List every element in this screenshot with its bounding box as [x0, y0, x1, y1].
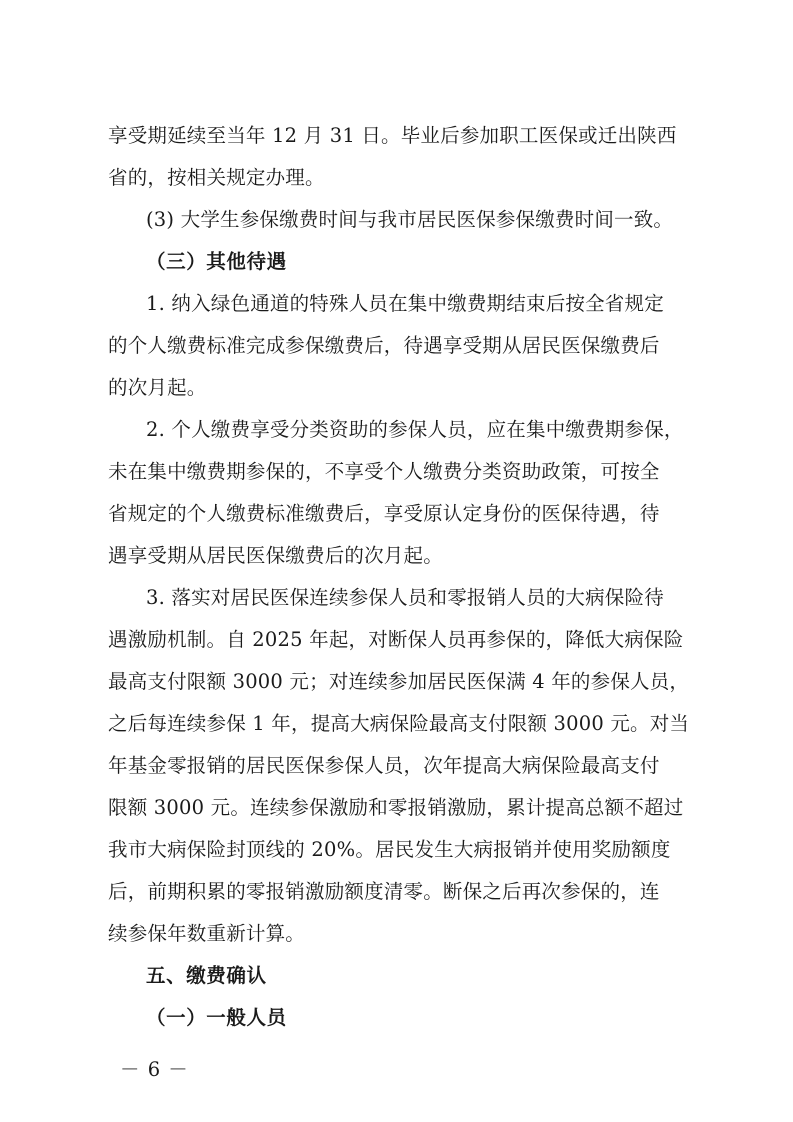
- paragraph-line: (3) 大学生参保缴费时间与我市居民医保参保缴费时间一致。: [146, 208, 674, 231]
- subsection-heading-general: （一）一般人员: [146, 1006, 287, 1029]
- subsection-heading: （三）其他待遇: [146, 250, 287, 273]
- paragraph-line: 我市大病保险封顶线的 20%。居民发生大病报销并使用奖励额度: [108, 838, 671, 861]
- paragraph-line: 2. 个人缴费享受分类资助的参保人员，应在集中缴费期参保，: [146, 418, 684, 441]
- section-heading: 五、缴费确认: [146, 964, 267, 987]
- paragraph-line: 年基金零报销的居民医保参保人员，次年提高大病保险最高支付: [108, 754, 660, 777]
- paragraph-line: 续参保年数重新计算。: [108, 922, 306, 945]
- paragraph-line: 1. 纳入绿色通道的特殊人员在集中缴费期结束后按全省规定: [146, 292, 664, 315]
- paragraph-line: 最高支付限额 3000 元；对连续参加居民医保满 4 年的参保人员，: [108, 670, 690, 693]
- paragraph-line: 后，前期积累的零报销激励额度清零。断保之后再次参保的，连: [108, 880, 660, 903]
- paragraph-line: 限额 3000 元。连续参保激励和零报销激励，累计提高总额不超过: [108, 796, 684, 819]
- paragraph-line: 享受期延续至当年 12 月 31 日。毕业后参加职工医保或迁出陕西: [108, 124, 677, 147]
- page-number: － 6 －: [120, 1058, 189, 1081]
- paragraph-line: 遇激励机制。自 2025 年起，对断保人员再参保的，降低大病保险: [108, 628, 684, 651]
- paragraph-line: 省规定的个人缴费标准缴费后，享受原认定身份的医保待遇，待: [108, 502, 660, 525]
- paragraph-line: 的个人缴费标准完成参保缴费后，待遇享受期从居民医保缴费后: [108, 334, 660, 357]
- paragraph-line: 未在集中缴费期参保的，不享受个人缴费分类资助政策，可按全: [108, 460, 660, 483]
- paragraph-line: 之后每连续参保 1 年，提高大病保险最高支付限额 3000 元。对当: [108, 712, 690, 735]
- paragraph-line: 省的，按相关规定办理。: [108, 166, 325, 189]
- paragraph-line: 3. 落实对居民医保连续参保人员和零报销人员的大病保险待: [146, 586, 664, 609]
- paragraph-line: 的次月起。: [108, 376, 207, 399]
- paragraph-line: 遇享受期从居民医保缴费后的次月起。: [108, 544, 443, 567]
